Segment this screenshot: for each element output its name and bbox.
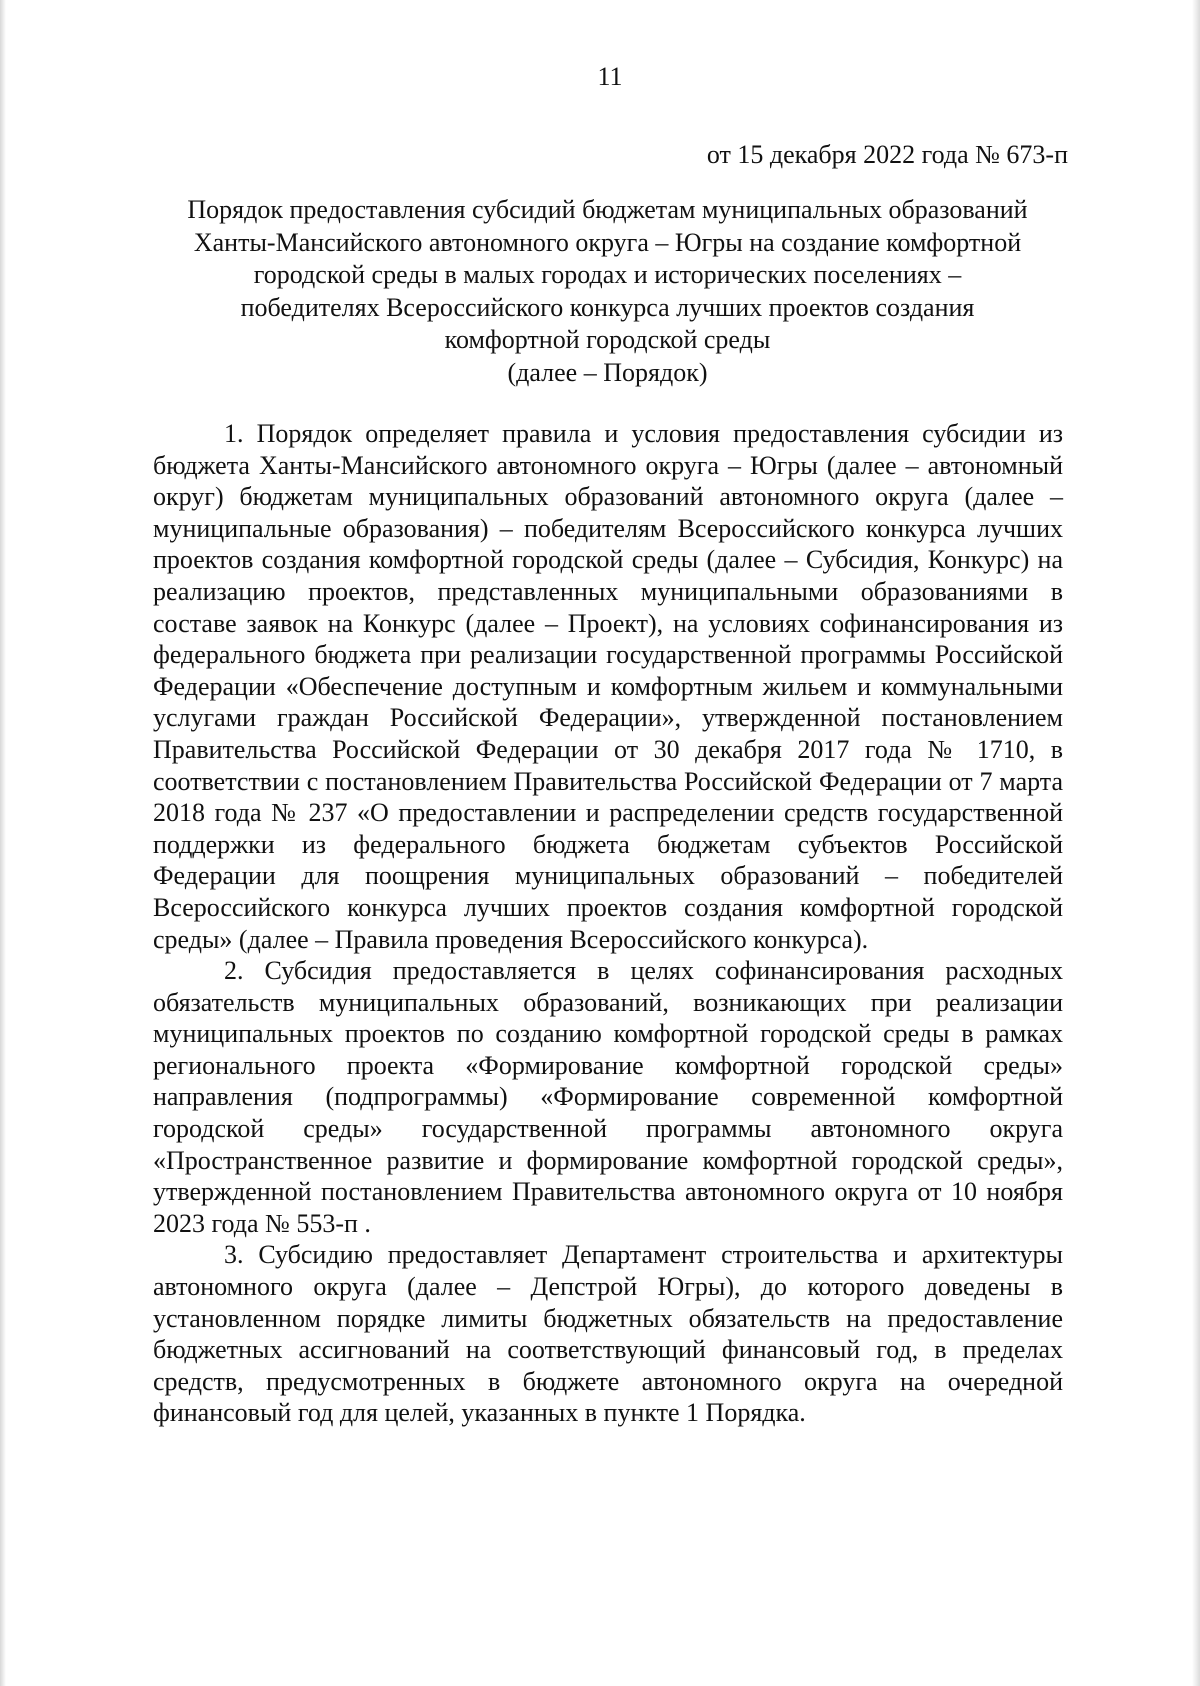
paragraph-2: 2. Субсидия предоставляется в целях софинансирования расходных обязательств муниципальных образований, возникающих при реализации муниципальных проектов по созданию комфортной городской среды в рамках регионального проекта «Формирование комфортной городской среды» направления (подпрограммы) «Формирование современной комфортной городской среды» государственной программы автономного округа «Пространственное развитие и формирование комфортной городской среды», утвержденной постановлением Правительства автономного округа от 10 ноября 2023 года № 553-п . bbox=[153, 956, 1063, 1238]
title-line: (далее – Порядок) bbox=[507, 357, 708, 387]
page-number: 11 bbox=[597, 62, 623, 91]
title-line: победителях Всероссийского конкурса лучших проектов создания bbox=[240, 292, 975, 322]
paragraph-3: 3. Субсидию предоставляет Департамент строительства и архитектуры автономного округа (далее – Депстрой Югры), до которого доведены в установленном порядке лимиты бюджетных обязательств на предоставление бюджетных ассигнований на соответствующий финансовый год, в пределах средств, предусмотренных в бюджете автономного округа на очередной финансовый год для целей, указанных в пункте 1 Порядка. bbox=[153, 1240, 1063, 1428]
title-line: городской среды в малых городах и исторических поселениях – bbox=[253, 260, 962, 289]
paragraph-1: 1. Порядок определяет правила и условия предоставления субсидии из бюджета Ханты-Мансийского автономного округа – Югры (далее – автономный округ) бюджетам муниципальных образований автономного округа (далее – муниципальные образования) – победителям Всероссийского конкурса лучших проектов создания комфортной городской среды (далее – Субсидия, Конкурс) на реализацию проектов, представленных муниципальными образованиями в составе заявок на Конкурс (далее – Проект), на условиях софинансирования из федерального бюджета при реализации государственной программы Российской Федерации «Обеспечение доступным и комфортным жильем и коммунальными услугами граждан Российской Федерации», утвержденной постановлением Правительства Российской Федерации от 30 декабря 2017 года № 1710, в соответствии с постановлением Правительства Российской Федерации от 7 марта 2018 года № 237 «О предоставлении и распределении средств государственной поддержки из федерального бюджета бюджетам субъектов Российской Федерации для поощрения муниципальных образований – победителей Всероссийского конкурса лучших проектов создания комфортной городской среды» (далее – Правила проведения Всероссийского конкурса). bbox=[153, 419, 1063, 954]
document-reference: от 15 декабря 2022 года № 673-п bbox=[706, 140, 1068, 169]
title-line: Ханты-Мансийского автономного округа – Югры на создание комфортной bbox=[193, 227, 1022, 257]
scan-edge-right bbox=[1192, 0, 1200, 1686]
document-title bbox=[140, 194, 1075, 389]
scan-edge-left bbox=[0, 0, 6, 1686]
title-line: Порядок предоставления субсидий бюджетам муниципальных образований bbox=[187, 195, 1028, 224]
document-body bbox=[153, 418, 1063, 1429]
title-line: комфортной городской среды bbox=[444, 325, 771, 354]
